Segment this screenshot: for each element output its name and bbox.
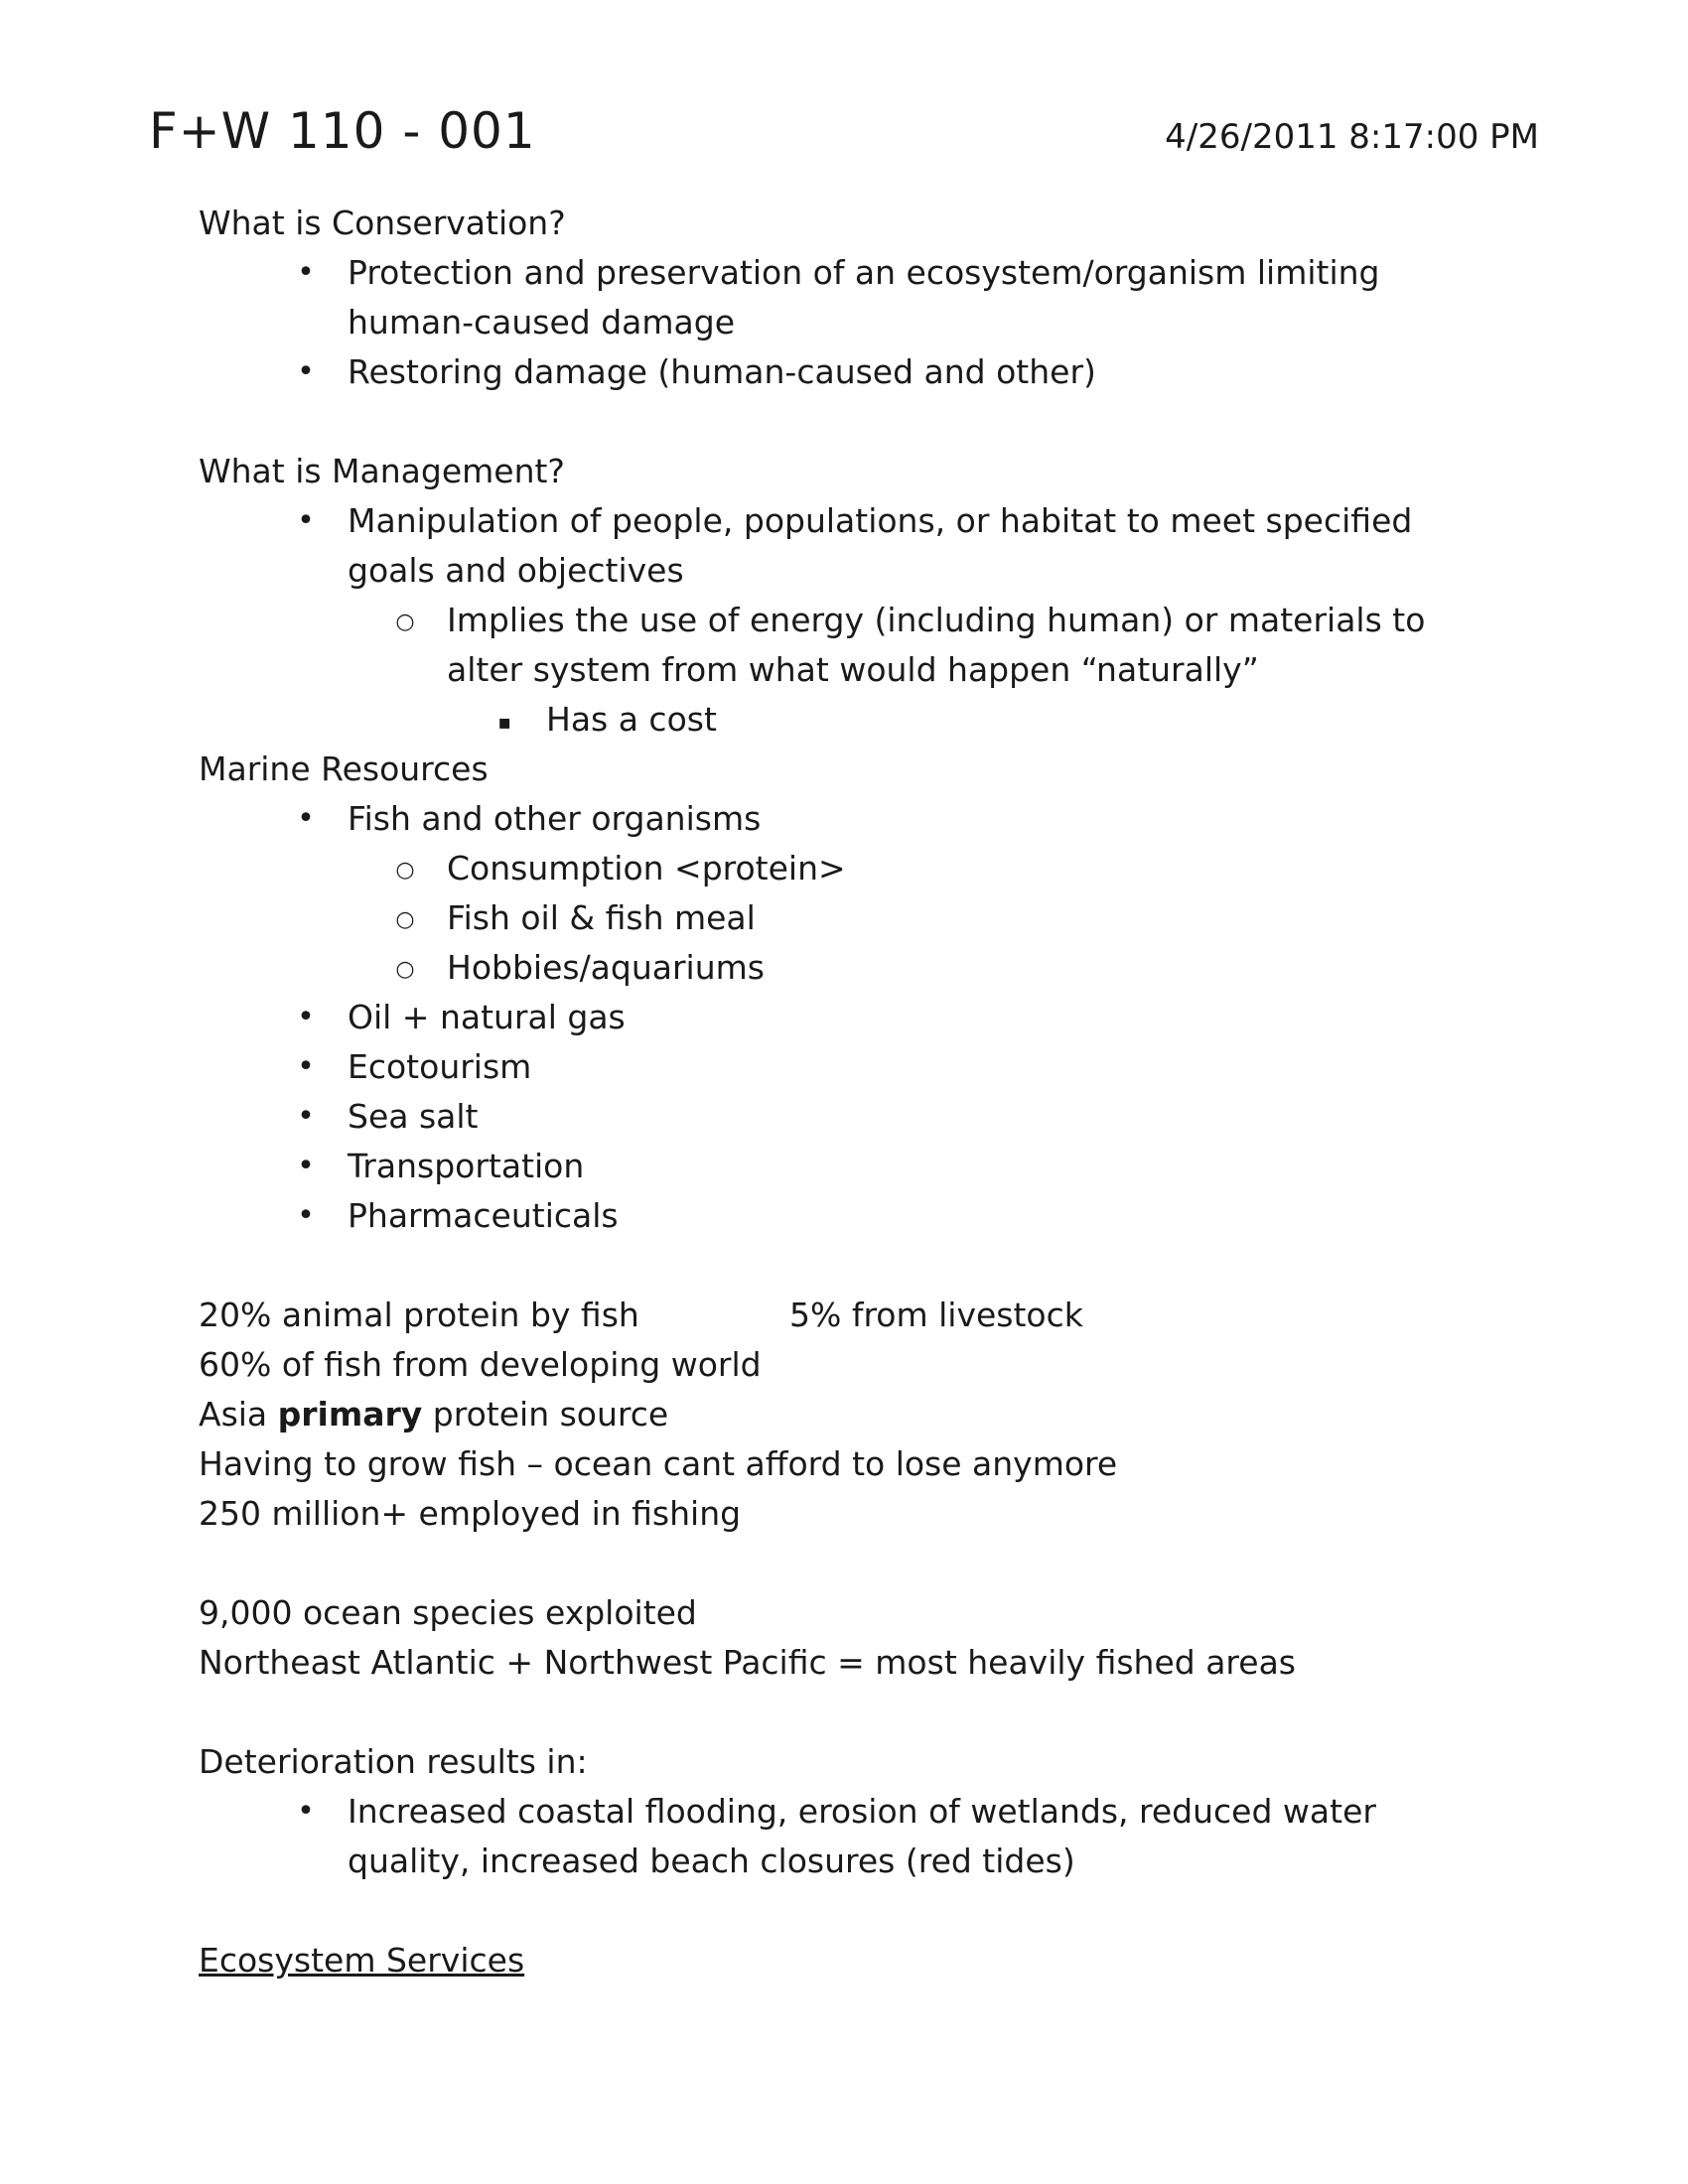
sub-sub-list-item: ▪ Has a cost [199,695,1539,745]
bullet-square-icon: ▪ [497,710,511,734]
bullet-dot-icon: • [297,1099,315,1134]
page-date: 4/26/2011 8:17:00 PM [1165,117,1539,157]
page-title: F+W 110 - 001 [149,102,536,160]
list-item: • Manipulation of people, populations, or habitat to meet specified [199,496,1539,546]
sub-list-item: ○ Consumption <protein> [199,844,1539,893]
bullet-dot-icon: • [297,354,315,389]
bullet-circle-icon: ○ [395,610,415,634]
list-item: • Sea salt [199,1092,1539,1142]
list-item-continuation: human-caused damage [348,303,736,341]
emphasis-text: primary [277,1395,423,1433]
sub-list-item: ○ Implies the use of energy (including human) or materials to [199,596,1539,645]
bullet-circle-icon: ○ [395,858,415,883]
bullet-dot-icon: • [297,1000,315,1034]
list-item: • Protection and preservation of an ecosystem/organism limiting [199,248,1539,298]
fact-line: Asia primary protein source [199,1395,669,1433]
fact-fish-protein: 20% animal protein by fish [199,1296,639,1334]
fact-line: 60% of fish from developing world [199,1345,762,1384]
list-item: • Transportation [199,1142,1539,1191]
ecosystem-heading: Ecosystem Services [199,1941,525,1979]
list-item: • Increased coastal flooding, erosion of wetlands, reduced water [199,1787,1539,1837]
list-item: • Oil + natural gas [199,993,1539,1042]
bullet-dot-icon: • [297,255,315,290]
fact-line: 250 million+ employed in fishing [199,1494,742,1533]
deterioration-heading: Deterioration results in: [199,1742,588,1781]
list-item-continuation: goals and objectives [348,551,684,590]
bullet-dot-icon: • [297,1198,315,1233]
bullet-dot-icon: • [297,801,315,836]
bullet-dot-icon: • [297,1794,315,1829]
fact-line: Northeast Atlantic + Northwest Pacific = most heavily fished areas [199,1643,1296,1682]
bullet-dot-icon: • [297,1049,315,1084]
fact-line: 9,000 ocean species exploited [199,1593,697,1632]
bullet-circle-icon: ○ [395,907,415,932]
fact-livestock: 5% from livestock [789,1296,1083,1334]
bullet-dot-icon: • [297,1149,315,1183]
list-item: • Pharmaceuticals [199,1191,1539,1241]
conservation-heading: What is Conservation? [199,204,566,242]
sub-list-item-continuation: alter system from what would happen “naturally” [447,650,1259,689]
fact-line: Having to grow fish – ocean cant afford to lose anymore [199,1444,1118,1483]
list-item: • Restoring damage (human-caused and other) [199,347,1539,397]
management-heading: What is Management? [199,452,565,490]
bullet-circle-icon: ○ [395,957,415,982]
notes-body [199,199,1539,1985]
bullet-dot-icon: • [297,503,315,538]
sub-list-item: ○ Hobbies/aquariums [199,943,1539,993]
sub-list-item: ○ Fish oil & fish meal [199,893,1539,943]
list-item-continuation: quality, increased beach closures (red tides) [348,1842,1075,1880]
marine-heading: Marine Resources [199,750,489,788]
list-item: • Ecotourism [199,1042,1539,1092]
list-item: • Fish and other organisms [199,794,1539,844]
fact-line [199,1291,1539,1340]
